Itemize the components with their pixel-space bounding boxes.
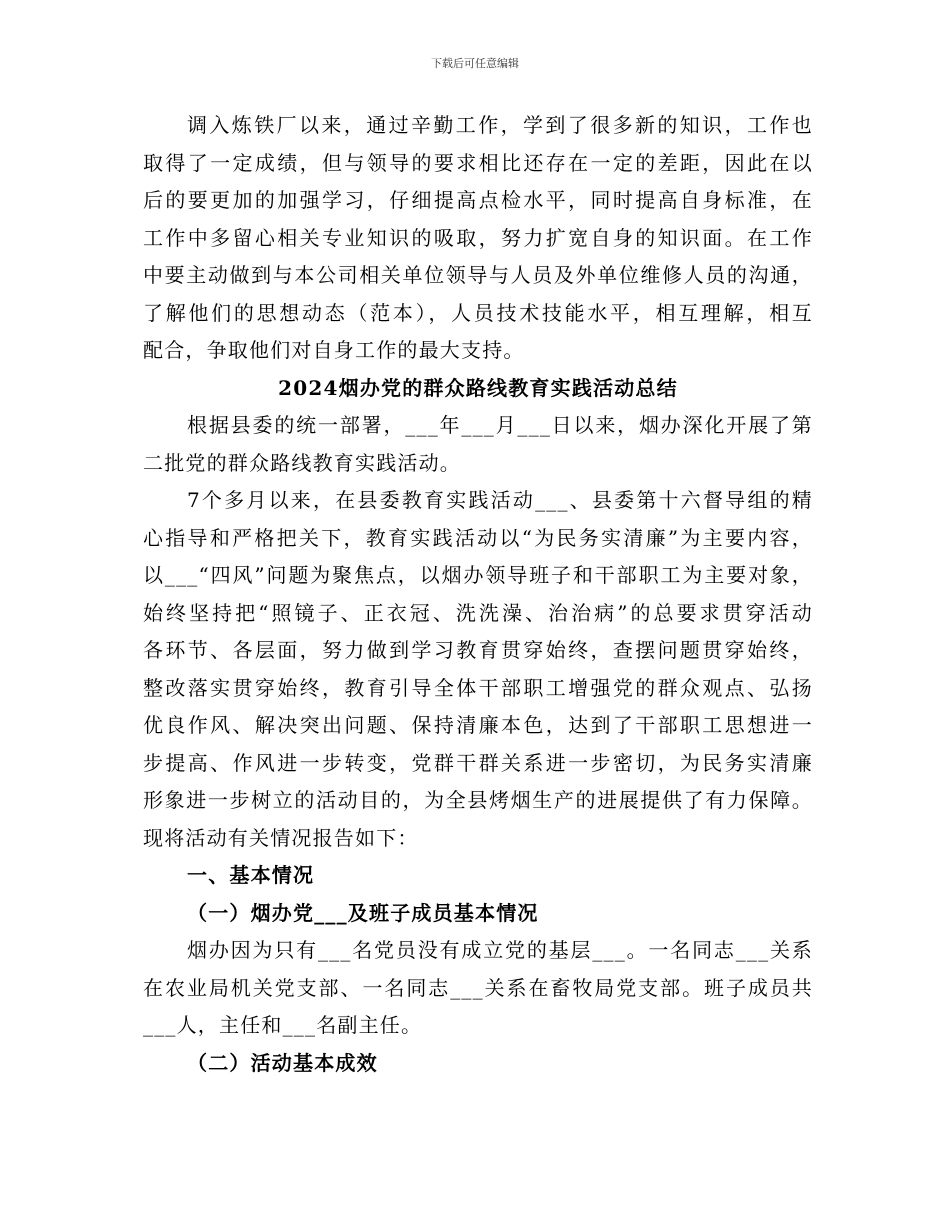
paragraph-line: ___人，主任和___名副主任。 (143, 1013, 423, 1037)
paragraph-line: 步提高、作风进一步转变，党群干群关系进一步密切，为民务实清廉 (143, 750, 813, 775)
document-body (143, 107, 813, 1082)
paragraph-line: 心指导和严格把关下，教育实践活动以“为民务实清廉”为主要内容， (143, 525, 813, 550)
paragraph-line: 配合，争取他们对自身工作的最大支持。 (143, 338, 525, 362)
paragraph-line: 烟办因为只有___名党员没有成立党的基层___。一名同志___关系 (187, 938, 813, 962)
paragraph-line: 二批党的群众路线教育实践活动。 (143, 450, 461, 475)
paragraph-line: 后的要更加的加强学习，仔细提高点检水平，同时提高自身标准，在 (143, 188, 813, 212)
subsection-heading: （二）活动基本成效 (187, 1050, 378, 1075)
paragraph-line: 优良作风、解决突出问题、保持清廉本色，达到了干部职工思想进一 (143, 713, 813, 737)
paragraph-line: 形象进一步树立的活动目的，为全县烤烟生产的进展提供了有力保障。 (143, 788, 813, 812)
paragraph-line: 始终坚持把“照镜子、正衣冠、洗洗澡、治治病”的总要求贯穿活动 (143, 600, 813, 625)
paragraph-line: 根据县委的统一部署，___年___月___日以来，烟办深化开展了第 (187, 413, 813, 437)
document-title: 2024烟办党的群众路线教育实践活动总结 (278, 375, 678, 400)
paragraph-line: 工作中多留心相关专业知识的吸取，努力扩宽自身的知识面。在工作 (143, 225, 813, 250)
paragraph-line: 了解他们的思想动态（范本），人员技术技能水平，相互理解，相互 (143, 300, 813, 325)
paragraph-line: 整改落实贯穿始终，教育引导全体干部职工增强党的群众观点、弘扬 (143, 675, 813, 700)
page-header: 下载后可任意编辑 (431, 57, 519, 70)
paragraph-line: 中要主动做到与本公司相关单位领导与人员及外单位维修人员的沟通， (143, 263, 813, 287)
paragraph-line: 7个多月以来，在县委教育实践活动___、县委第十六督导组的精 (187, 488, 813, 512)
paragraph-line: 取得了一定成绩，但与领导的要求相比还存在一定的差距，因此在以 (143, 150, 813, 175)
paragraph-line: 以___“四风”问题为聚焦点，以烟办领导班子和干部职工为主要对象， (143, 563, 813, 587)
subsection-heading: （一）烟办党___及班子成员基本情况 (187, 900, 539, 925)
paragraph-line: 在农业局机关党支部、一名同志___关系在畜牧局党支部。班子成员共 (143, 975, 813, 1000)
section-heading: 一、基本情况 (187, 863, 315, 887)
paragraph-line: 调入炼铁厂以来，通过辛勤工作，学到了很多新的知识，工作也 (187, 113, 813, 137)
paragraph-line: 现将活动有关情况报告如下： (143, 825, 419, 850)
paragraph-line: 各环节、各层面，努力做到学习教育贯穿始终，查摆问题贯穿始终， (143, 638, 813, 662)
